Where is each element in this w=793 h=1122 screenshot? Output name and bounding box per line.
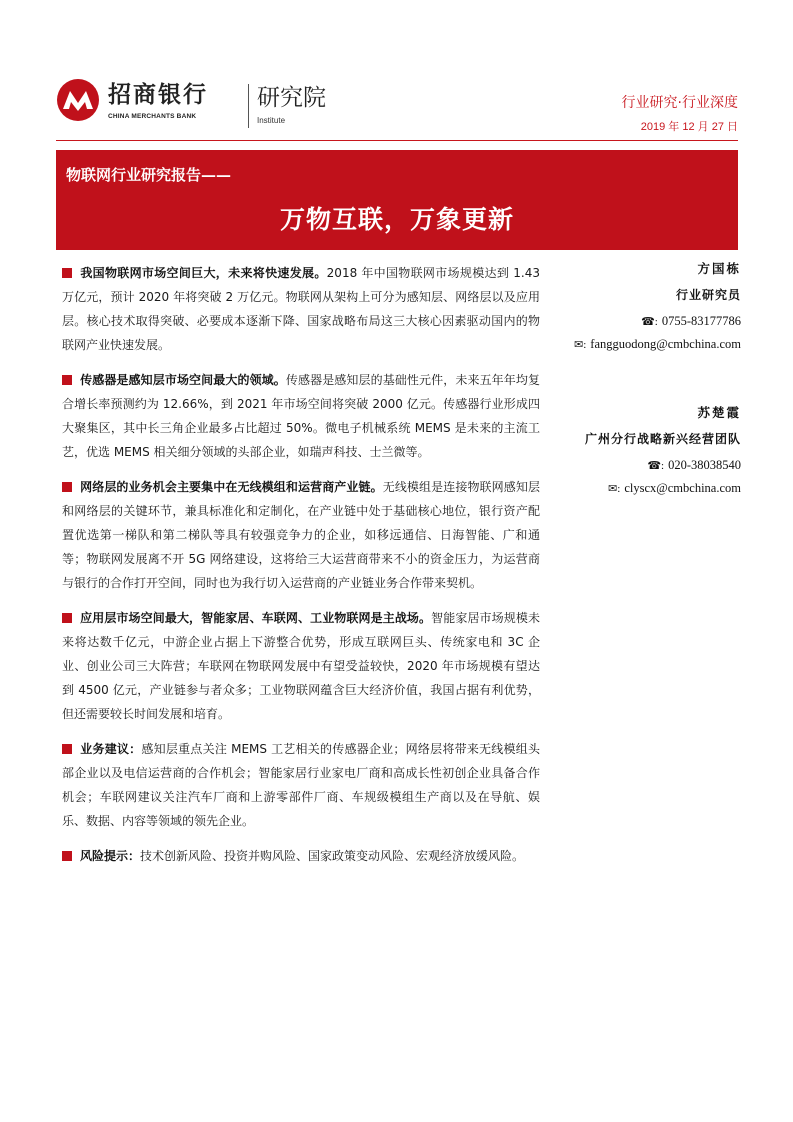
analyst-email[interactable] [541, 477, 741, 500]
bank-logo [56, 78, 208, 122]
bullet-square-icon [62, 851, 72, 861]
paragraph-body: 感知层重点关注 MEMS 工艺相关的传感器企业；网络层将带来无线模组头部企业以及电信运营商的合作机会；智能家居行业家电厂商和高成长性初创企业具备合作机会；车联网建议关注汽车厂商和上游零部件厂商、车规级模组生产商以及在导航、娱乐、数据、内容等领域的领先企业。 [62, 742, 540, 828]
bank-name-en: CHINA MERCHANTS BANK [108, 112, 197, 120]
paragraph-body: 智能家居市场规模未来将达数千亿元，中游企业占据上下游整合优势，形成互联网巨头、传统家电和 3C 企业、创业公司三大阵营；车联网在物联网发展中有望受益较快，2020 年市场规模有望达到 4500 亿元，产业链参与者众多；工业物联网蕴含巨大经济价值，我国占据有利优势，但还需要较长时间发展和培育。 [62, 611, 540, 721]
header-divider [248, 84, 249, 128]
paragraph-body: 无线模组是连接物联网感知层和网络层的关键环节，兼具标准化和定制化，在产业链中处于基础核心地位，银行资产配置优选第一梯队和第二梯队等具有较强竞争力的企业，如移远通信、日海智能、广和通等；物联网发展离不开 5G 网络建设，这将给三大运营商带来不小的资金压力，为运营商与银行的合作打开空间，同时也为我行切入运营商的产业链业务合作带来契机。 [62, 480, 540, 590]
summary-section [62, 261, 540, 879]
paragraph-body: 传感器是感知层的基础性元件，未来五年年均复合增长率预测约为 12.66%，到 2021 年市场空间将突破 2000 亿元。传感器行业形成四大聚集区，其中长三角企业最多占比超过 50%。微电子机械系统 MEMS 是未来的主流工艺，优选 MEMS 相关细分领域的头部企业，如瑞声科技、士兰微等。 [62, 373, 540, 459]
paragraph-lead: 业务建议： [80, 742, 142, 756]
analyst-email-address[interactable]: clyscx@cmbchina.com [624, 481, 741, 495]
report-subtitle: 物联网行业研究报告—— [66, 166, 232, 184]
email-icon: ✉: [574, 339, 587, 351]
analyst-phone [541, 454, 741, 477]
analyst-phone-number: 0755-83177786 [661, 314, 741, 328]
bullet-square-icon [62, 375, 72, 385]
bullet-square-icon [62, 482, 72, 492]
paragraph-lead: 传感器是感知层市场空间最大的领域。 [80, 373, 286, 387]
paragraph-lead: 应用层市场空间最大，智能家居、车联网、工业物联网是主战场。 [80, 611, 432, 625]
analyst-title: 广州分行战略新兴经营团队 [584, 432, 741, 446]
analyst-phone-number: 020-38038540 [668, 458, 741, 472]
institute-block [257, 84, 326, 125]
analyst-name: 苏楚霞 [697, 405, 741, 420]
phone-icon: ☎: [647, 460, 665, 472]
bullet-square-icon [62, 613, 72, 623]
bullet-square-icon [62, 268, 72, 278]
paragraph-lead: 我国物联网市场空间巨大，未来将快速发展。 [80, 266, 327, 280]
phone-icon: ☎: [641, 316, 658, 328]
cmb-logo-icon [56, 78, 100, 122]
paragraph-lead: 风险提示： [80, 849, 141, 863]
paragraph-body: 2018 年中国物联网市场规模达到 1.43 万亿元，预计 2020 年将突破 2 万亿元。物联网从架构上可分为感知层、网络层以及应用层。核心技术取得突破、必要成本逐渐下降、国家战略布局这三大核心因素驱动国内的物联网产业快速发展。 [62, 266, 540, 352]
analyst-email-address[interactable]: fangguodong@cmbchina.com [590, 337, 741, 351]
analyst-card [541, 402, 741, 500]
header-rule [56, 140, 738, 141]
summary-paragraph [62, 606, 540, 726]
summary-paragraph [62, 844, 540, 868]
title-banner [56, 150, 738, 250]
institute-name-cn: 研究院 [257, 85, 326, 111]
summary-paragraph [62, 737, 540, 833]
report-date: 2019 年 12 月 27 日 [640, 121, 738, 133]
report-title: 万物互联，万象更新 [279, 205, 514, 234]
report-type: 行业研究·行业深度 [621, 95, 738, 111]
analyst-name: 方国栋 [697, 261, 741, 276]
institute-name-en: Institute [257, 116, 286, 125]
analyst-email[interactable] [541, 333, 741, 356]
email-icon: ✉: [608, 483, 621, 495]
summary-paragraph [62, 261, 540, 357]
paragraph-lead: 网络层的业务机会主要集中在无线模组和运营商产业链。 [80, 480, 383, 494]
analyst-title: 行业研究员 [675, 288, 741, 302]
analyst-card [541, 258, 741, 356]
summary-paragraph [62, 475, 540, 595]
paragraph-body: 技术创新风险、投资并购风险、国家政策变动风险、宏观经济放缓风险。 [140, 849, 525, 863]
analyst-phone [541, 310, 741, 333]
bullet-square-icon [62, 744, 72, 754]
bank-name-cn: 招商银行 [108, 81, 208, 108]
summary-paragraph [62, 368, 540, 464]
